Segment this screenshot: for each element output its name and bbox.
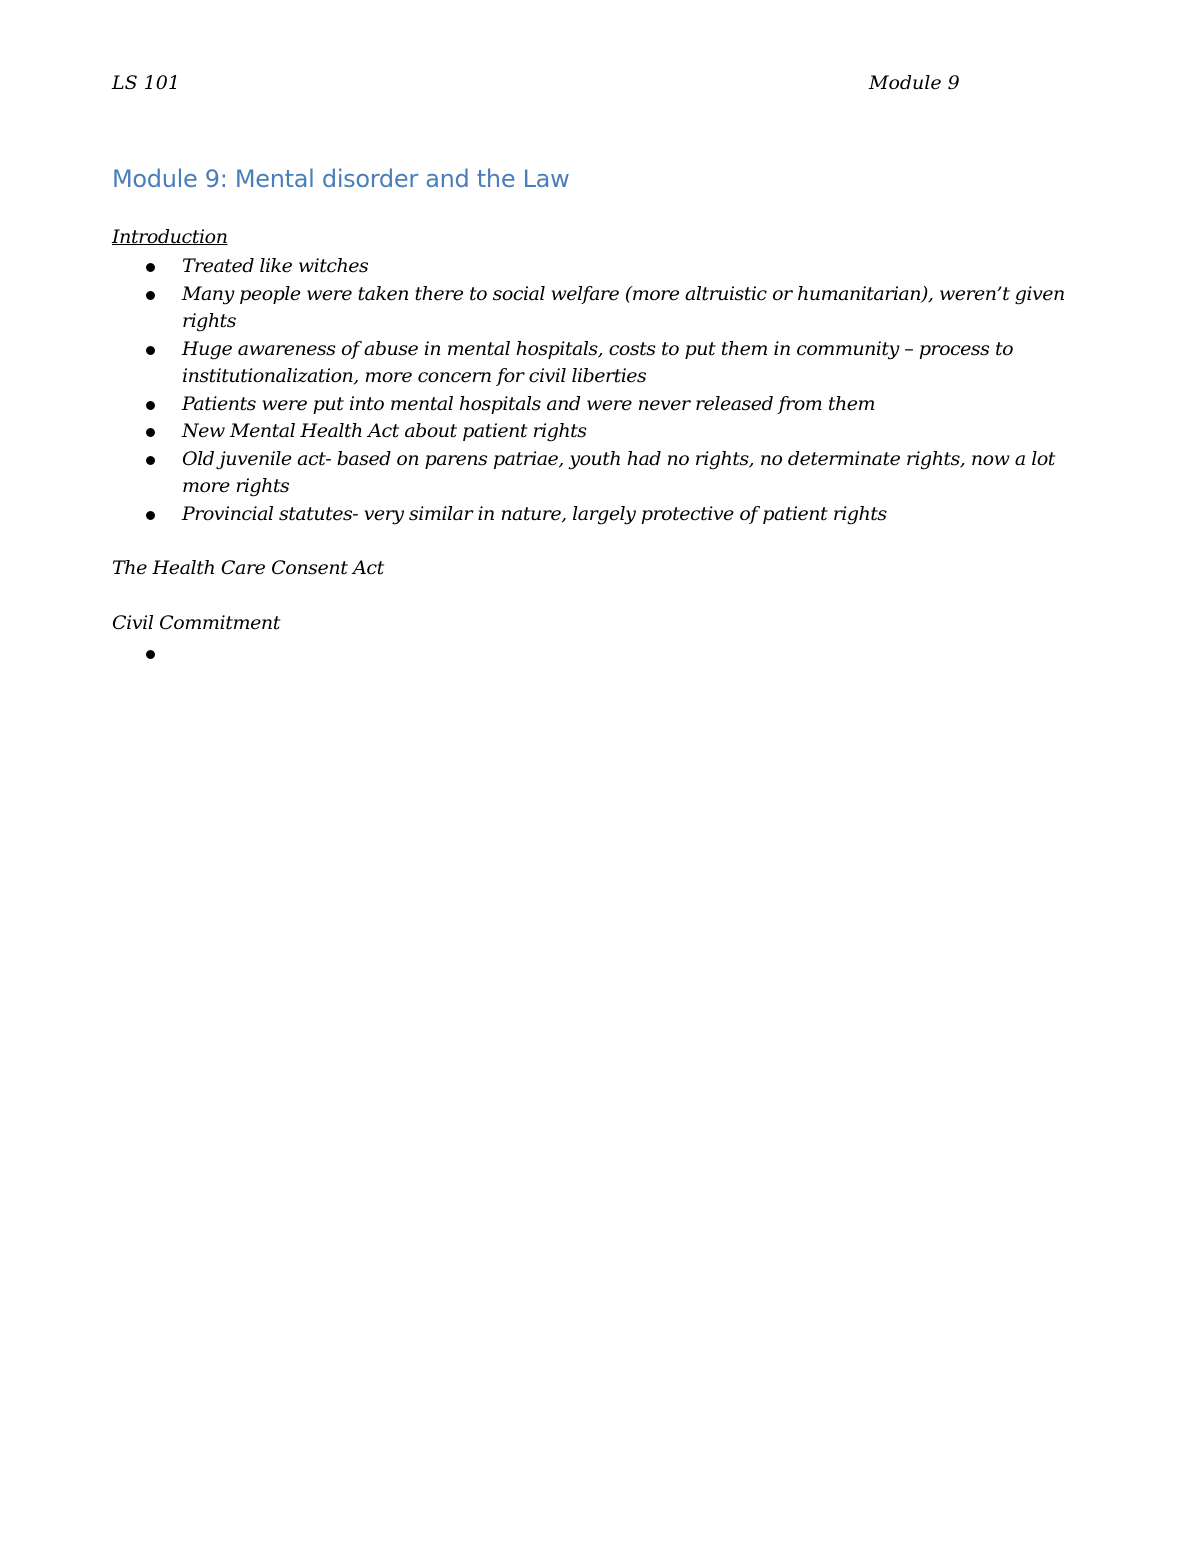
introduction-heading-text: Introduction bbox=[112, 226, 228, 248]
list-item bbox=[112, 281, 1092, 336]
list-item bbox=[112, 253, 1092, 281]
bullet-icon bbox=[146, 346, 155, 355]
list-item bbox=[112, 418, 1092, 446]
bullet-icon bbox=[146, 456, 155, 465]
list-item-text: Patients were put into mental hospitals and were never released from them bbox=[182, 392, 875, 415]
introduction-heading bbox=[112, 226, 228, 248]
civil-commitment-heading: Civil Commitment bbox=[112, 612, 280, 634]
list-item-text: Old juvenile act- based on parens patriae, youth had no rights, no determinate rights, now a lot more rights bbox=[182, 447, 1055, 497]
page-title: Module 9: Mental disorder and the Law bbox=[112, 165, 570, 193]
introduction-list bbox=[112, 253, 1092, 528]
health-care-consent-heading: The Health Care Consent Act bbox=[112, 557, 384, 579]
bullet-icon bbox=[146, 511, 155, 520]
list-item-text: Provincial statutes- very similar in nature, largely protective of patient rights bbox=[182, 502, 887, 525]
civil-commitment-list bbox=[112, 640, 412, 668]
list-item-text: Many people were taken there to social welfare (more altruistic or humanitarian), weren’t given rights bbox=[182, 282, 1065, 332]
list-item-text: New Mental Health Act about patient rights bbox=[182, 420, 587, 442]
list-item bbox=[112, 446, 1092, 501]
list-item bbox=[112, 391, 1092, 419]
bullet-icon bbox=[146, 650, 155, 659]
list-item bbox=[112, 640, 412, 668]
header-module-label: Module 9 bbox=[869, 72, 960, 94]
bullet-icon bbox=[146, 401, 155, 410]
header-course-code: LS 101 bbox=[112, 72, 180, 94]
list-item bbox=[112, 501, 1092, 529]
bullet-icon bbox=[146, 428, 155, 437]
bullet-icon bbox=[146, 291, 155, 300]
list-item-text: Huge awareness of abuse in mental hospitals, costs to put them in community – process to institutionalization, more concern for civil liberties bbox=[182, 337, 1014, 387]
bullet-icon bbox=[146, 263, 155, 272]
list-item bbox=[112, 336, 1092, 391]
list-item-text: Treated like witches bbox=[182, 255, 369, 277]
